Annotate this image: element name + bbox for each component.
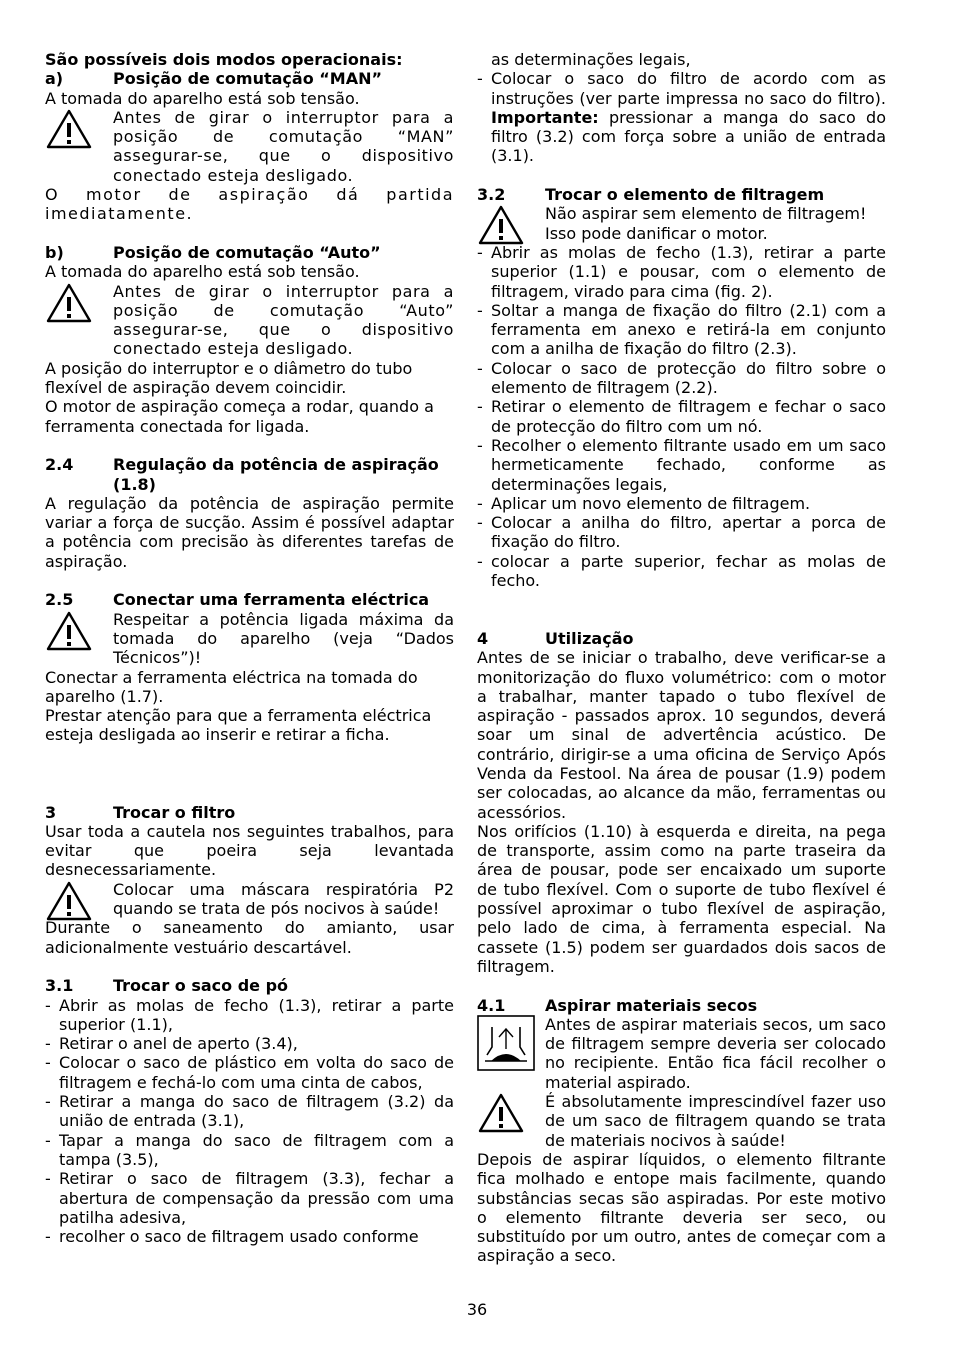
section-2-5-warning-text: Respeitar a potência ligada máxima da tomada do aparelho (veja “Dados Técnicos”)! bbox=[113, 609, 454, 668]
list-continuation: as determinações legais, bbox=[491, 50, 691, 69]
section-2-5-title: Conectar uma ferramenta eléctrica bbox=[113, 590, 430, 610]
section-3-2-number: 3.2 bbox=[477, 185, 506, 205]
list-item: - Abrir as molas de fecho (1.3), retirar a parte superior (1.1) e pousar, com o elemento de filtragem, virado para cima (fig. 2). bbox=[477, 242, 886, 301]
list-item: - Colocar o saco de protecção do filtro sobre o elemento de filtragem (2.2). bbox=[477, 358, 886, 398]
section-b-warning-text: Antes de girar o interruptor para a posição de comutação “Auto” assegurar-se, que o dispositivo conectado esteja desligado. bbox=[113, 281, 454, 359]
section-4-1-title: Aspirar materiais secos bbox=[545, 995, 758, 1015]
warning-triangle-icon bbox=[45, 610, 113, 668]
warning-triangle-icon bbox=[477, 204, 545, 243]
section-3-number: 3 bbox=[45, 802, 57, 822]
section-3-warning-text: Colocar uma máscara respiratória P2 quando se trata de pós nocivos à saúde! bbox=[113, 879, 454, 919]
list-item: - Aplicar um novo elemento de filtragem. bbox=[477, 493, 811, 513]
section-4-1-heading bbox=[477, 996, 886, 1015]
left-column bbox=[45, 50, 454, 1246]
section-3-2-warning-text: Não aspirar sem elemento de filtragem! Isso pode danificar o motor. bbox=[545, 204, 867, 243]
section-3-heading bbox=[45, 803, 454, 822]
warning-triangle-icon bbox=[477, 1092, 545, 1150]
list-item: - Colocar o saco de plástico em volta do saco de filtragem e fechá-lo com uma cinta de cabos, bbox=[45, 1053, 454, 1092]
warning-triangle-icon bbox=[45, 282, 113, 359]
section-4-1-number: 4.1 bbox=[477, 995, 506, 1015]
section-3-1-title: Trocar o saco de pó bbox=[113, 976, 289, 996]
section-3-2-list bbox=[477, 243, 886, 590]
section-3-text-2: Durante o saneamento do amianto, usar adicionalmente vestuário descartável. bbox=[45, 918, 454, 957]
section-2-5-warning bbox=[45, 610, 454, 668]
section-a-warning-text: Antes de girar o interruptor para a posição de comutação “MAN” assegurar-se, que o dispositivo conectado esteja desligado. bbox=[113, 107, 454, 185]
section-4-title: Utilização bbox=[545, 628, 634, 648]
section-a-number: a) bbox=[45, 69, 64, 89]
list-item: - colocar a parte superior, fechar as molas de fecho. bbox=[477, 551, 886, 591]
section-a-title: Posição de comutação “MAN” bbox=[113, 69, 382, 89]
section-a-text-1: A tomada do aparelho está sob tensão. bbox=[45, 88, 360, 108]
section-2-5-number: 2.5 bbox=[45, 590, 74, 610]
section-b-number: b) bbox=[45, 242, 64, 262]
list-item: - Recolher o elemento filtrante usado em um saco hermeticamente fechado, conforme as determinações legais, bbox=[477, 435, 886, 494]
section-b-heading bbox=[45, 243, 454, 262]
section-4-heading bbox=[477, 629, 886, 648]
section-2-5-heading bbox=[45, 590, 454, 609]
section-b-text-2: A posição do interruptor e o diâmetro do tubo flexível de aspiração devem coincidir. bbox=[45, 358, 413, 398]
section-b-text-3: O motor de aspiração começa a rodar, quando a ferramenta conectada for ligada. bbox=[45, 397, 434, 436]
list-item: - Tapar a manga do saco de filtragem com a tampa (3.5), bbox=[45, 1130, 454, 1169]
warning-triangle-icon bbox=[45, 880, 113, 919]
section-3-1-number: 3.1 bbox=[45, 976, 74, 996]
section-4-1-info-text: Antes de aspirar materiais secos, um saco de filtragem sempre deveria ser colocado no recipiente. Então fica fácil recolher o material aspirado. bbox=[545, 1014, 886, 1092]
section-b-text-1: A tomada do aparelho está sob tensão. bbox=[45, 262, 360, 282]
section-3-warning bbox=[45, 880, 454, 919]
section-3-text-1: Usar toda a cautela nos seguintes trabalhos, para evitar que poeira seja levantada desnecessariamente. bbox=[45, 821, 454, 880]
section-a-warning bbox=[45, 108, 454, 185]
section-a-heading bbox=[45, 69, 454, 88]
list-item: - Retirar o elemento de filtragem e fechar o saco de protecção do filtro com um nó. bbox=[477, 397, 886, 436]
section-4-number: 4 bbox=[477, 628, 489, 648]
section-4-1-warning bbox=[477, 1092, 886, 1150]
list-item: - Colocar a anilha do filtro, apertar a porca de fixação do filtro. bbox=[477, 513, 886, 552]
section-b-warning bbox=[45, 282, 454, 359]
section-3-2-title: Trocar o elemento de filtragem bbox=[545, 185, 825, 205]
list-item: - Retirar o anel de aperto (3.4), bbox=[45, 1034, 298, 1054]
section-3-title: Trocar o filtro bbox=[113, 802, 236, 822]
section-3-2-heading bbox=[477, 185, 886, 204]
section-2-4-heading bbox=[45, 455, 454, 494]
section-3-1-heading bbox=[45, 976, 454, 995]
list-item: - Abrir as molas de fecho (1.3), retirar a parte superior (1.1), bbox=[45, 995, 454, 1034]
right-column bbox=[477, 50, 886, 1266]
section-a-text-2: O motor de aspiração dá partida imediatamente. bbox=[45, 185, 454, 224]
section-b-title: Posição de comutação “Auto” bbox=[113, 242, 381, 262]
section-3-2-warning bbox=[477, 204, 886, 243]
list-item: - recolher o saco de filtragem usado conforme bbox=[45, 1227, 419, 1247]
section-2-5-text-2: Prestar atenção para que a ferramenta eléctrica esteja desligada ao inserir e retirar a ficha. bbox=[45, 706, 432, 745]
section-2-5-text-1: Conectar a ferramenta eléctrica na tomada do aparelho (1.7). bbox=[45, 667, 418, 706]
section-4-text-1: Antes de se iniciar o trabalho, deve verificar-se a monitorização do fluxo volumétrico: com o motor a trabalhar, manter tapado o tubo flexível de aspiração - passados aprox. 10 segundos, deverá soar um sinal de advertência acústico. De contrário, dirigir-se a uma oficina de Serviço Após Venda da Festool. Na área de pousar (1.9) podem ser colocadas, ao alcance da mão, ferramentas ou acessórios. bbox=[477, 648, 886, 822]
section-4-1-info bbox=[477, 1015, 886, 1092]
important-label: Importante: bbox=[491, 107, 599, 127]
section-4-1-text: Depois de aspirar líquidos, o elemento filtrante fica molhado e entope mais facilmente, quando substâncias secas são aspiradas. Por este motivo o elemento filtrante deveria ser seco, ou substituído por um outro, antes de começar com a aspiração a seco. bbox=[477, 1149, 886, 1266]
section-4-text-2: Nos orifícios (1.10) à esquerda e direita, na pega de transporte, assim como na parte traseira da área de pousar, pode ser encaixado um suporte de tubo flexível. Com o suporte de tubo flexível é possível aproximar o tubo flexível de aspiração, pelo lado de cima, à ferramenta especial. Na cassete (1.5) podem ser guardados dois sacos de filtragem. bbox=[477, 821, 886, 976]
page-number: 36 bbox=[466, 1300, 488, 1319]
section-3-1-list bbox=[45, 996, 454, 1247]
section-2-4-text: A regulação da potência de aspiração permite variar a força de sucção. Assim é possível adaptar a potência com precisão às diferentes tarefas de aspiração. bbox=[45, 493, 454, 571]
list-item-place-bag: - Colocar o saco do filtro de acordo com as instruções (ver parte impressa no saco do filtro). Importante: pressionar a manga do saco do filtro (3.2) com força sobre a união de entrada (3.1). bbox=[477, 69, 886, 166]
dry-material-bag-icon bbox=[477, 1015, 545, 1092]
warning-triangle-icon bbox=[45, 108, 113, 185]
modes-heading: São possíveis dois modos operacionais: bbox=[45, 50, 403, 69]
section-2-4-number: 2.4 bbox=[45, 455, 74, 475]
list-item: - Retirar a manga do saco de filtragem (3.2) da união de entrada (3.1), bbox=[45, 1092, 454, 1131]
section-4-1-warning-text: É absolutamente imprescindível fazer uso de um saco de filtragem quando se trata de materiais nocivos à saúde! bbox=[545, 1092, 886, 1150]
list-item: - Retirar o saco de filtragem (3.3), fechar a abertura de compensação da pressão com uma patilha adesiva, bbox=[45, 1169, 454, 1227]
list-item: - Soltar a manga de fixação do filtro (2.1) com a ferramenta em anexo e retirá-la em conjunto com a anilha de fixação do filtro (2.3). bbox=[477, 300, 886, 359]
section-2-4-title: Regulação da potência de aspiração (1.8) bbox=[113, 455, 439, 494]
